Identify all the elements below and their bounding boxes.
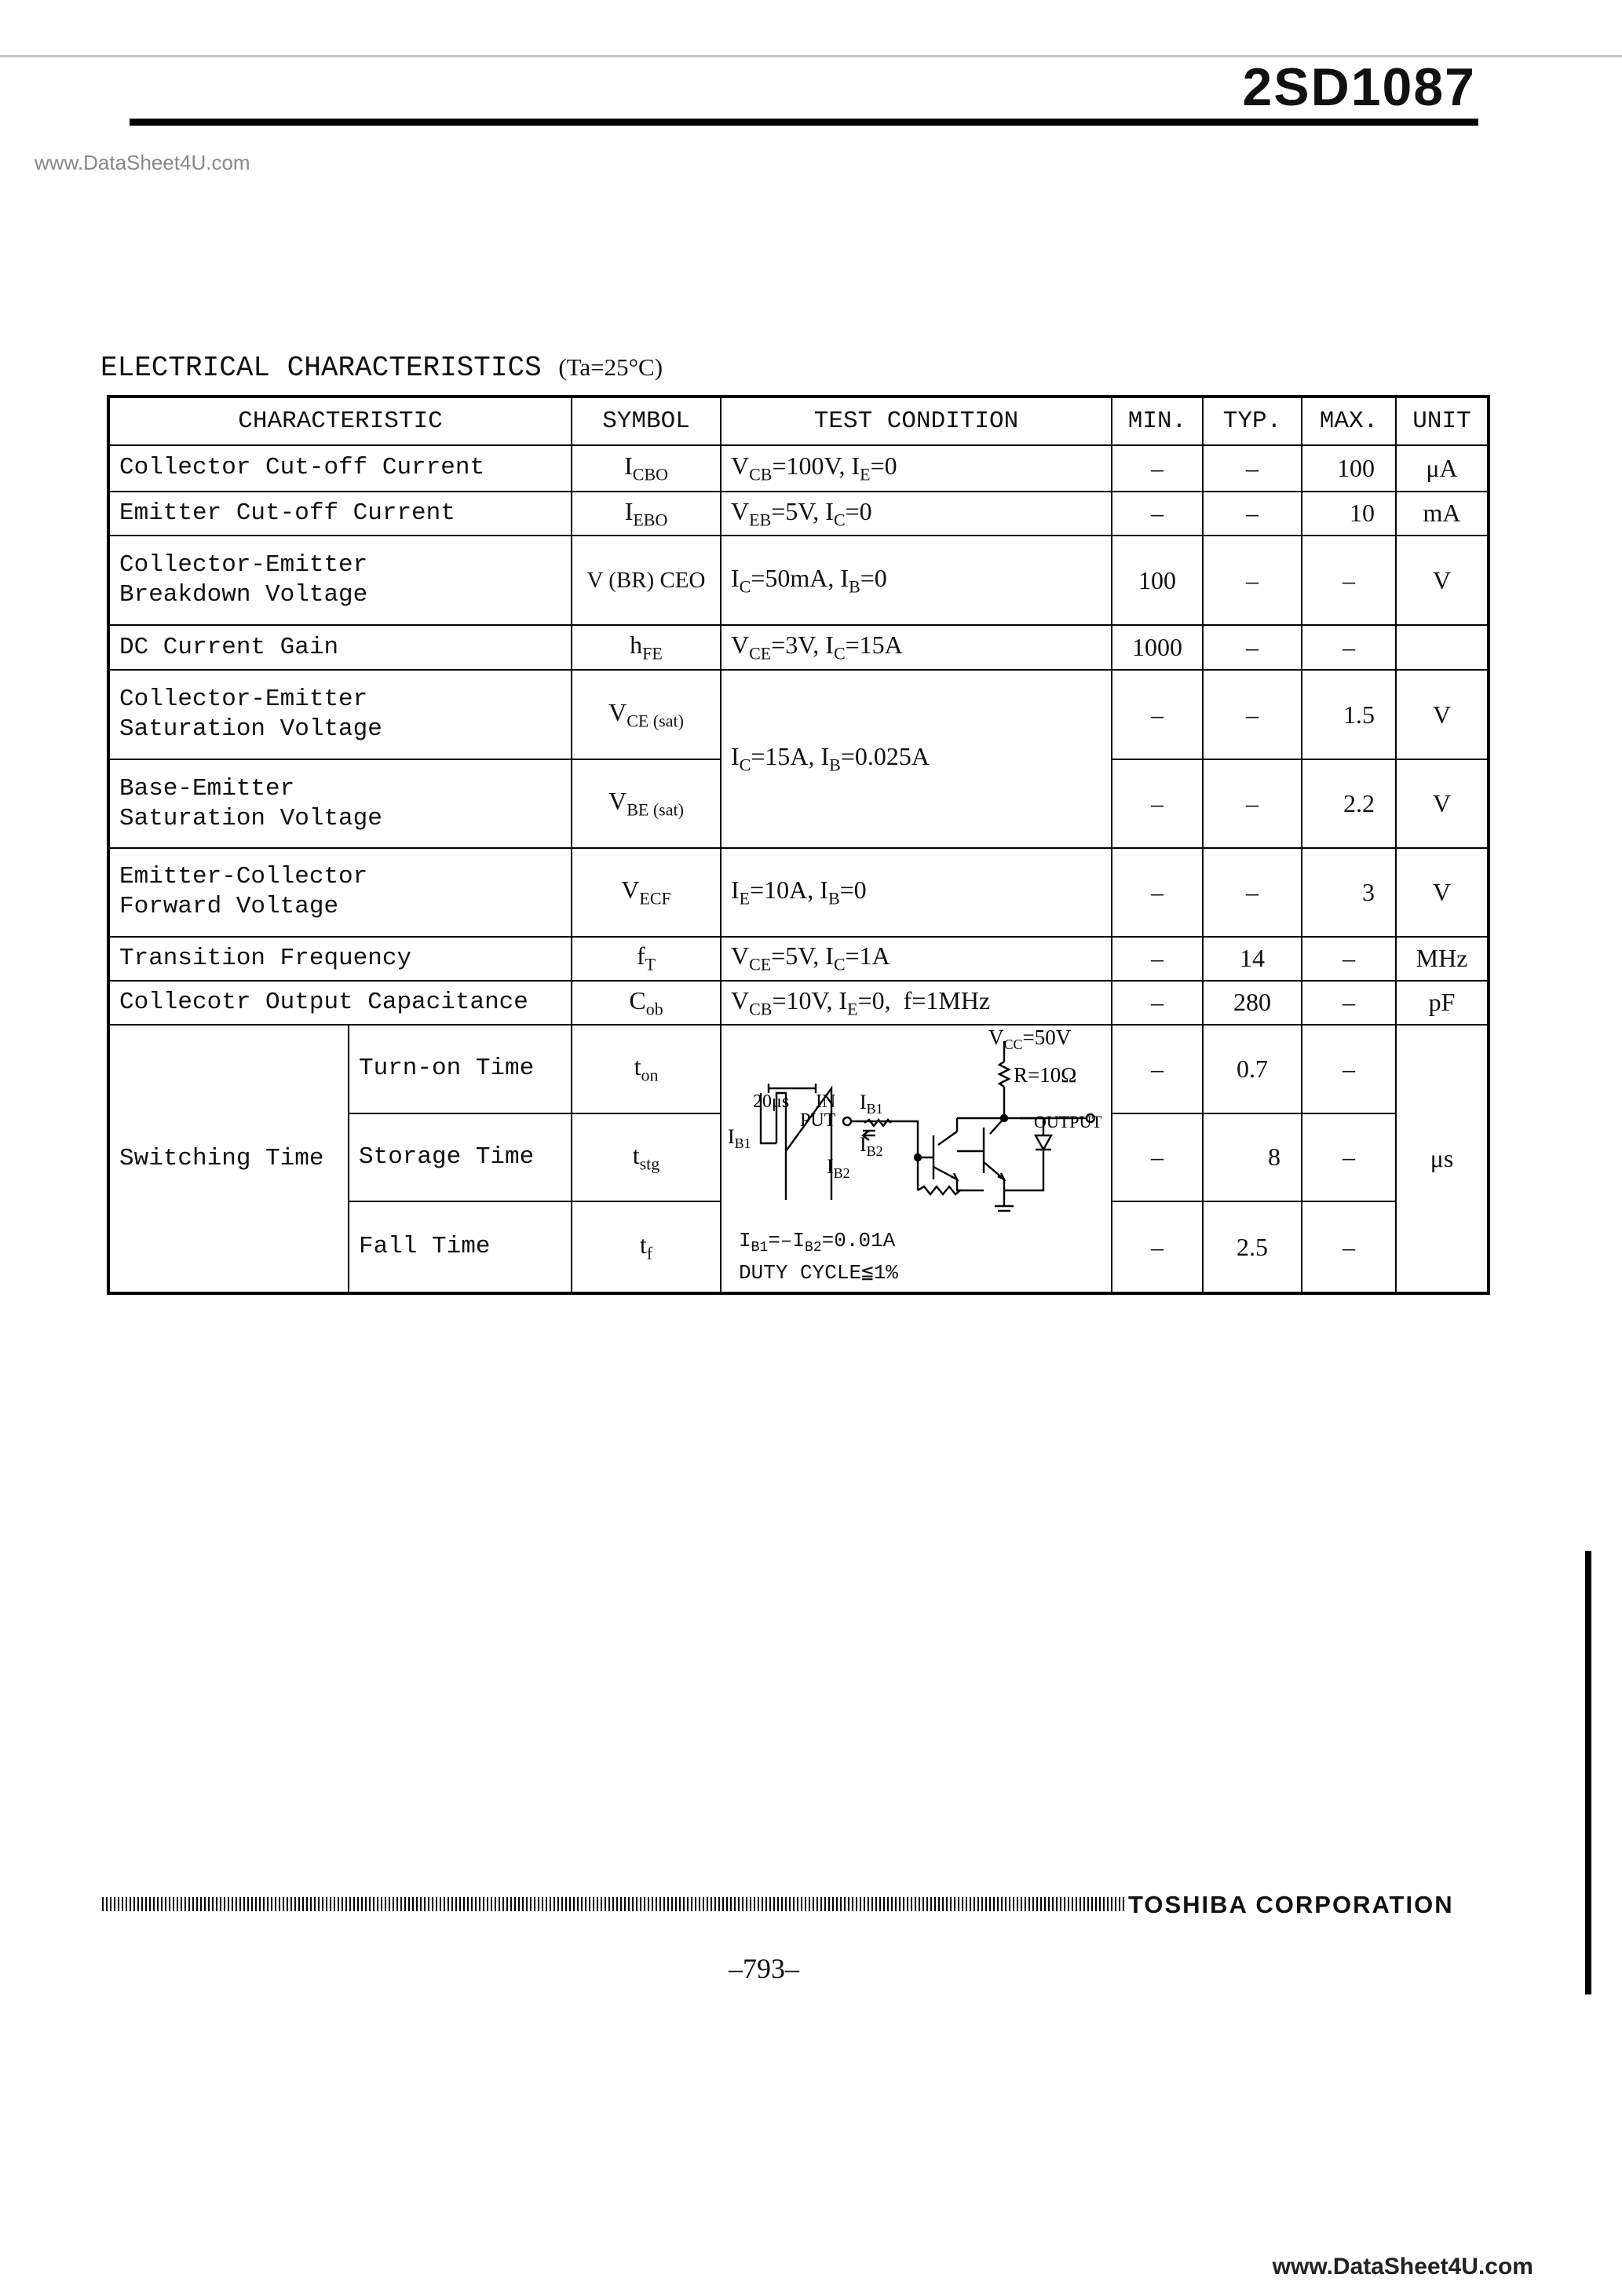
- table-row: [108, 848, 1489, 937]
- duty-cycle-condition: DUTY CYCLE≦1%: [739, 1261, 898, 1285]
- symbol-cell: $t_{stg}$: [572, 1113, 721, 1202]
- table-header-row: [108, 397, 1489, 445]
- min-cell: –: [1112, 759, 1203, 848]
- ib2-waveform-label: $I_{B2}$: [827, 1155, 850, 1182]
- test-condition-cell: $V_{CB}=10V$, $I_E=0$, f=1MHz: [721, 981, 1112, 1025]
- symbol-cell: $C_{ob}$: [572, 981, 721, 1025]
- test-condition-cell: $V_{CE}=5V$, $I_C=1A$: [721, 937, 1112, 981]
- characteristic-cell: Emitter-Collector Forward Voltage: [108, 848, 572, 937]
- typ-cell: 8: [1203, 1113, 1302, 1202]
- min-cell: –: [1112, 445, 1203, 491]
- min-cell: –: [1112, 1025, 1203, 1113]
- typ-cell: 280: [1203, 981, 1302, 1025]
- header-unit: UNIT: [1396, 397, 1489, 445]
- table-row: [108, 937, 1489, 981]
- unit-cell: V: [1396, 848, 1489, 937]
- header-min: MIN.: [1112, 397, 1203, 445]
- header-symbol: SYMBOL: [572, 397, 721, 445]
- header-test-condition: TEST CONDITION: [721, 397, 1112, 445]
- typ-cell: –: [1203, 625, 1302, 669]
- symbol-cell: $I_{CBO}$: [572, 445, 721, 491]
- typ-cell: –: [1203, 492, 1302, 536]
- switching-subitem: Storage Time: [349, 1113, 572, 1202]
- symbol-cell: V (BR) CEO: [572, 536, 721, 626]
- characteristic-cell: Collector-Emitter Saturation Voltage: [108, 670, 572, 760]
- ib2-arrow-label: $I_{B2}$: [860, 1133, 883, 1160]
- characteristic-cell: Collector Cut-off Current: [108, 445, 572, 491]
- table-row: [108, 981, 1489, 1025]
- margin-binding-bar: [1585, 1551, 1591, 1994]
- symbol-cell: $t_{on}$: [572, 1025, 721, 1113]
- table-row: [108, 492, 1489, 536]
- ib1-waveform-label: $I_{B1}$: [728, 1125, 751, 1152]
- pulse-width-label: 20μs: [753, 1091, 790, 1113]
- test-condition-cell: $V_{CE}=3V$, $I_C=15A$: [721, 625, 1112, 669]
- typ-cell: –: [1203, 536, 1302, 626]
- min-cell: –: [1112, 1113, 1203, 1202]
- watermark-bottom-link[interactable]: www.DataSheet4U.com: [1272, 2254, 1533, 2280]
- unit-cell: pF: [1396, 981, 1489, 1025]
- symbol-cell: $t_f$: [572, 1201, 721, 1293]
- switching-conditions-note: [739, 1228, 898, 1285]
- typ-cell: –: [1203, 759, 1302, 848]
- output-label: OUTPUT: [1034, 1112, 1102, 1132]
- symbol-cell: $f_T$: [572, 937, 721, 981]
- max-cell: –: [1302, 536, 1396, 626]
- min-cell: 100: [1112, 536, 1203, 626]
- test-condition-cell: $V_{CB}=100V$, $I_E=0$: [721, 445, 1112, 491]
- symbol-cell: $V_{ECF}$: [572, 848, 721, 937]
- min-cell: –: [1112, 848, 1203, 937]
- max-cell: –: [1302, 1113, 1396, 1202]
- switching-test-circuit-cell: [721, 1025, 1112, 1293]
- symbol-cell: $V_{CE (sat)}$: [572, 670, 721, 760]
- electrical-characteristics-table: [107, 395, 1490, 1295]
- unit-cell: MHz: [1396, 937, 1489, 981]
- test-condition-cell: $I_C=50mA$, $I_B=0$: [721, 536, 1112, 626]
- typ-cell: –: [1203, 848, 1302, 937]
- watermark-top-link[interactable]: www.DataSheet4U.com: [35, 151, 250, 174]
- vcc-label: $V_{CC}=50V$: [988, 1026, 1072, 1053]
- max-cell: 100: [1302, 445, 1396, 491]
- typ-cell: 14: [1203, 937, 1302, 981]
- min-cell: –: [1112, 492, 1203, 536]
- unit-cell: V: [1396, 670, 1489, 760]
- switching-unit-cell: μs: [1396, 1025, 1489, 1293]
- header-characteristic: CHARACTERISTIC: [108, 397, 572, 445]
- characteristic-cell: Transition Frequency: [108, 937, 572, 981]
- max-cell: –: [1302, 625, 1396, 669]
- test-condition-cell: $V_{EB}=5V$, $I_C=0$: [721, 492, 1112, 536]
- unit-cell: mA: [1396, 492, 1489, 536]
- characteristic-cell: Collector-Emitter Breakdown Voltage: [108, 536, 572, 626]
- input-label-top: IN: [816, 1091, 836, 1113]
- unit-cell: μA: [1396, 445, 1489, 491]
- section-title-main: ELECTRICAL CHARACTERISTICS: [100, 352, 542, 384]
- min-cell: –: [1112, 1201, 1203, 1293]
- symbol-cell: $h_{FE}$: [572, 625, 721, 669]
- table-row: [108, 625, 1489, 669]
- part-number: 2SD1087: [1242, 57, 1476, 117]
- page-number: –793–: [729, 1953, 799, 1984]
- section-title-condition: (Ta=25°C): [558, 353, 663, 381]
- max-cell: –: [1302, 937, 1396, 981]
- typ-cell: 2.5: [1203, 1201, 1302, 1293]
- min-cell: –: [1112, 937, 1203, 981]
- table-row: [108, 1025, 1489, 1113]
- test-condition-cell: $I_C=15A$, $I_B=0.025A$: [721, 670, 1112, 848]
- min-cell: –: [1112, 670, 1203, 760]
- typ-cell: 0.7: [1203, 1025, 1302, 1113]
- max-cell: –: [1302, 981, 1396, 1025]
- max-cell: 3: [1302, 848, 1396, 937]
- switching-subitem: Fall Time: [349, 1201, 572, 1293]
- input-label-bottom: PUT: [800, 1110, 836, 1132]
- max-cell: 10: [1302, 492, 1396, 536]
- max-cell: –: [1302, 1201, 1396, 1293]
- min-cell: –: [1112, 981, 1203, 1025]
- base-current-condition: $I_{B1}=-I_{B2}=0.01A$: [739, 1229, 896, 1256]
- load-resistor-label: R=10Ω: [1014, 1063, 1077, 1088]
- max-cell: 2.2: [1302, 759, 1396, 848]
- unit-cell: V: [1396, 536, 1489, 626]
- header-typ: TYP.: [1203, 397, 1302, 445]
- section-title: [100, 352, 663, 384]
- header-rule: [130, 119, 1478, 126]
- max-cell: 1.5: [1302, 670, 1396, 760]
- switching-time-label: Switching Time: [108, 1025, 349, 1293]
- min-cell: 1000: [1112, 625, 1203, 669]
- characteristic-cell: Base-Emitter Saturation Voltage: [108, 759, 572, 848]
- typ-cell: –: [1203, 445, 1302, 491]
- symbol-cell: $V_{BE (sat)}$: [572, 759, 721, 848]
- symbol-cell: $I_{EBO}$: [572, 492, 721, 536]
- characteristic-cell: Emitter Cut-off Current: [108, 492, 572, 536]
- switching-test-circuit-diagram: [721, 1026, 1111, 1214]
- table-row: [108, 536, 1489, 626]
- table-row: [108, 670, 1489, 760]
- characteristic-cell: DC Current Gain: [108, 625, 572, 669]
- unit-cell: [1396, 625, 1489, 669]
- test-condition-cell: $I_E=10A$, $I_B=0$: [721, 848, 1112, 937]
- unit-cell: V: [1396, 759, 1489, 848]
- header-max: MAX.: [1302, 397, 1396, 445]
- footer-corporation-name: TOSHIBA CORPORATION: [1128, 1891, 1454, 1918]
- ib1-arrow-label: $I_{B1}$: [860, 1091, 883, 1117]
- max-cell: –: [1302, 1025, 1396, 1113]
- table-row: [108, 445, 1489, 491]
- switching-subitem: Turn-on Time: [349, 1025, 572, 1113]
- characteristic-cell: Collecotr Output Capacitance: [108, 981, 572, 1025]
- footer-barcode-rule: [102, 1897, 1124, 1911]
- typ-cell: –: [1203, 670, 1302, 760]
